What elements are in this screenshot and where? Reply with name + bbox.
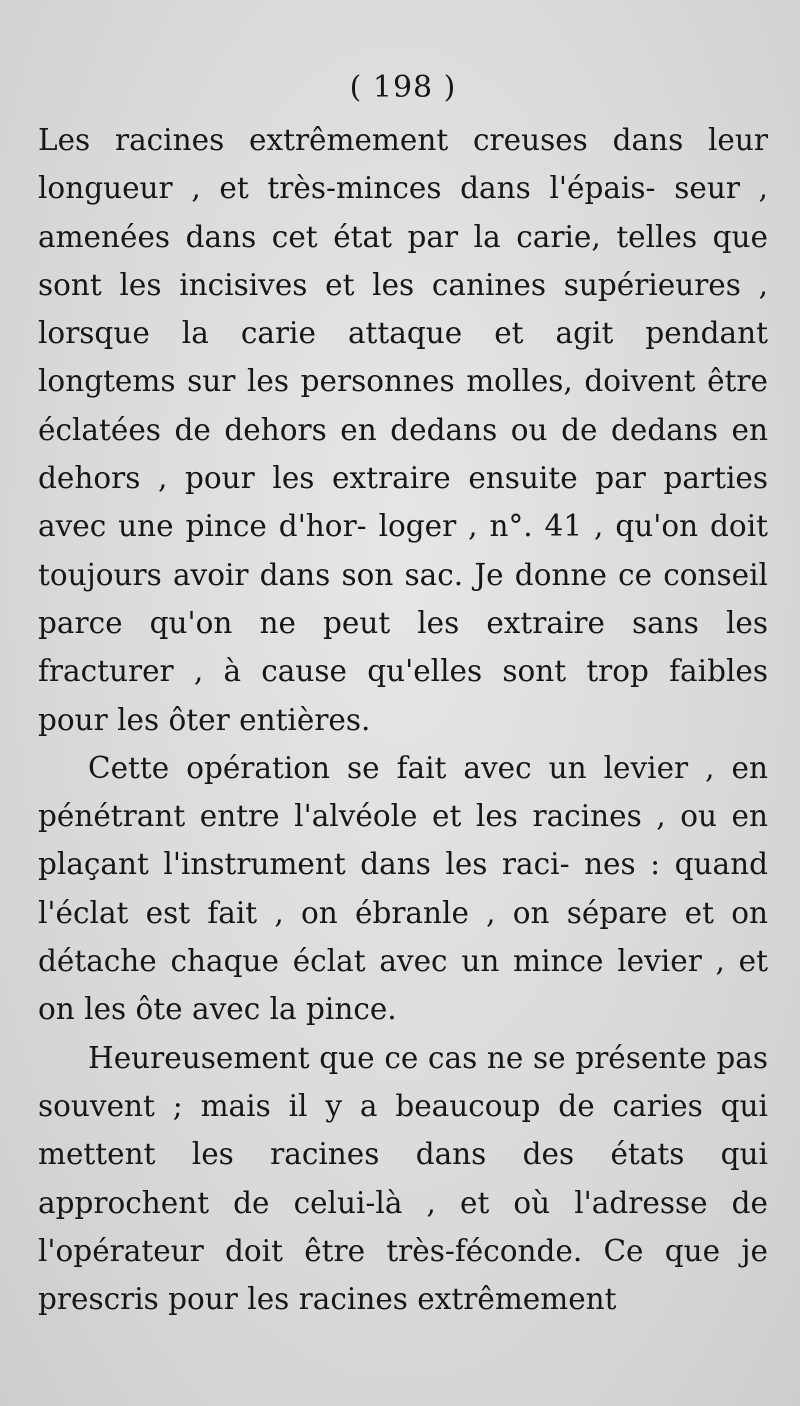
text-line: en pénétrant entre l'alvéole et les racines , [38,750,768,834]
text-line: sépare et on détache chaque éclat avec un [38,895,768,979]
text-line: ou de dedans en dehors , pour les extraire [38,412,768,496]
text-line: approchent de celui-là , et où l'adresse de [38,1185,768,1220]
paragraph-3 [38,1034,768,1324]
text-line: telles que sont les incisives et les canines [38,219,768,302]
text-line: Les racines extrêmement creuses dans [38,123,684,157]
text-line: pas souvent ; mais il y a beaucoup de caries [38,1040,768,1123]
text-line: nes : quand l'éclat est fait , on ébranle , on [38,847,768,930]
text-line: seur , amenées dans cet état par la carie, [38,171,768,254]
text-line: pendant longtems sur les personnes molles, [38,316,768,399]
text-line: ensuite par parties avec une pince d'hor- [38,461,768,544]
text-line: cause qu'elles sont trop faibles pour les ôter [38,654,768,737]
text-line: loger , n°. 41 , qu'on doit toujours avoir dans [38,509,768,592]
text-line: supérieures , lorsque la carie attaque et agit [38,267,768,351]
text-line: Heureusement que ce cas ne se présente [88,1040,707,1075]
text-line: ne peut les extraire sans les fracturer , à [38,605,768,689]
page-number: ( 198 ) [349,70,457,105]
paragraph-1 [38,116,768,744]
text-line: doivent être éclatées de dehors en dedans [38,364,768,447]
text-line: entières. [239,702,371,737]
paragraph-2 [38,744,768,1034]
text-line: Cette opération se fait avec un levier , [88,750,715,785]
text-line: mince levier , et on les ôte avec la pince. [38,944,768,1027]
text-line: son sac. Je donne ce conseil parce qu'on [38,557,768,640]
body-text [38,116,768,1323]
text-line: ou en plaçant l'instrument dans les raci- [38,799,768,882]
text-line: l'opérateur doit être très-féconde. Ce que [38,1233,721,1268]
text-line: leur longueur , et très-minces dans l'épais- [38,123,768,206]
text-line: qui mettent les racines dans des états qui [38,1088,768,1172]
text-line: je prescris pour les racines extrêmement [38,1233,768,1317]
